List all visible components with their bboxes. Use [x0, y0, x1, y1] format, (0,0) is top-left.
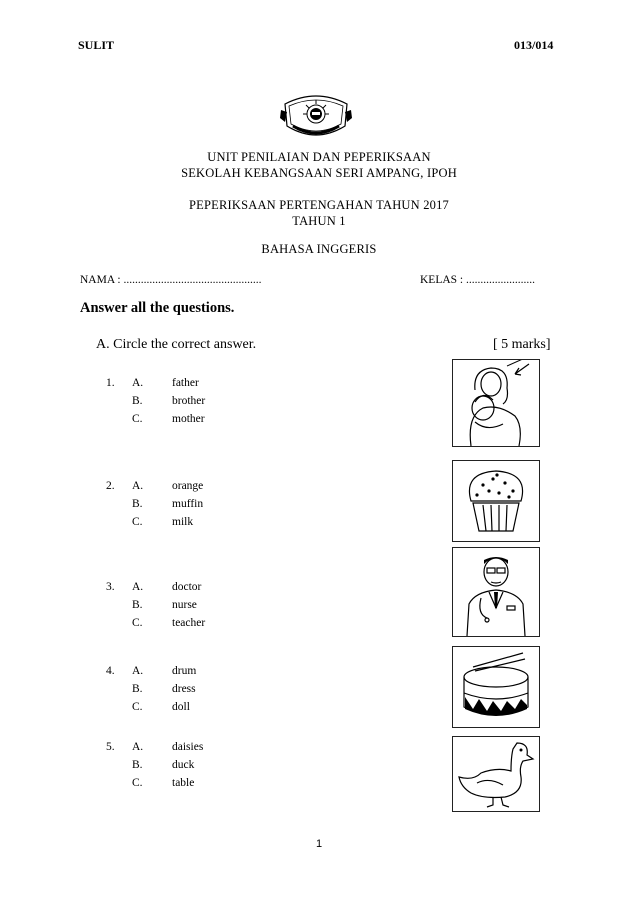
question-2 — [106, 480, 306, 540]
question-number: 1. — [106, 377, 115, 389]
drum-image — [452, 646, 540, 728]
muffin-image — [452, 460, 540, 542]
option-letter: B. — [132, 683, 143, 695]
option-text: muffin — [172, 498, 204, 510]
option-text: drum — [172, 665, 197, 677]
name-field[interactable]: NAMA : ................................................ — [80, 274, 262, 286]
option-text: duck — [172, 759, 195, 771]
instruction-text: Answer all the questions. — [80, 300, 235, 316]
option-letter: C. — [132, 413, 143, 425]
option-letter: B. — [132, 759, 143, 771]
question-number: 2. — [106, 480, 115, 492]
section-title: A. Circle the correct answer. — [96, 337, 257, 352]
class-field[interactable]: KELAS : ........................ — [420, 274, 535, 286]
option-text: daisies — [172, 741, 204, 753]
mother-and-child-image — [452, 359, 540, 447]
option-text: mother — [172, 413, 205, 425]
doctor-image — [452, 547, 540, 637]
option-text: teacher — [172, 617, 206, 629]
subject-title: BAHASA INGGERIS — [261, 242, 377, 256]
option-letter: A. — [132, 665, 144, 677]
option-text: doll — [172, 701, 190, 713]
school-title: SEKOLAH KEBANGSAAN SERI AMPANG, IPOH — [181, 166, 457, 180]
option-letter: A. — [132, 480, 144, 492]
option-text: dress — [172, 683, 196, 695]
option-letter: A. — [132, 377, 144, 389]
option-text: nurse — [172, 599, 197, 611]
option-letter: B. — [132, 395, 143, 407]
header-right-code: 013/014 — [514, 38, 554, 52]
unit-title: UNIT PENILAIAN DAN PEPERIKSAAN — [207, 150, 431, 164]
question-3 — [106, 581, 306, 641]
page-number: 1 — [315, 838, 323, 850]
option-letter: C. — [132, 516, 143, 528]
option-text: orange — [172, 480, 204, 492]
option-letter: A. — [132, 581, 144, 593]
option-letter: C. — [132, 617, 143, 629]
exam-title: PEPERIKSAAN PERTENGAHAN TAHUN 2017 — [188, 198, 450, 212]
section-marks: [ 5 marks] — [493, 337, 551, 352]
option-text: doctor — [172, 581, 202, 593]
question-number: 3. — [106, 581, 115, 593]
option-letter: A. — [132, 741, 144, 753]
option-text: milk — [172, 516, 194, 528]
question-1 — [106, 377, 306, 437]
header-left-label: SULIT — [78, 38, 115, 52]
question-4 — [106, 665, 306, 725]
school-crest-logo — [279, 92, 353, 142]
question-number: 5. — [106, 741, 115, 753]
year-title: TAHUN 1 — [292, 214, 346, 228]
option-letter: B. — [132, 599, 143, 611]
option-text: table — [172, 777, 195, 789]
option-letter: C. — [132, 701, 143, 713]
duck-image — [452, 736, 540, 812]
option-text: father — [172, 377, 199, 389]
question-number: 4. — [106, 665, 115, 677]
question-5 — [106, 741, 306, 801]
option-text: brother — [172, 395, 206, 407]
option-letter: C. — [132, 777, 143, 789]
option-letter: B. — [132, 498, 143, 510]
